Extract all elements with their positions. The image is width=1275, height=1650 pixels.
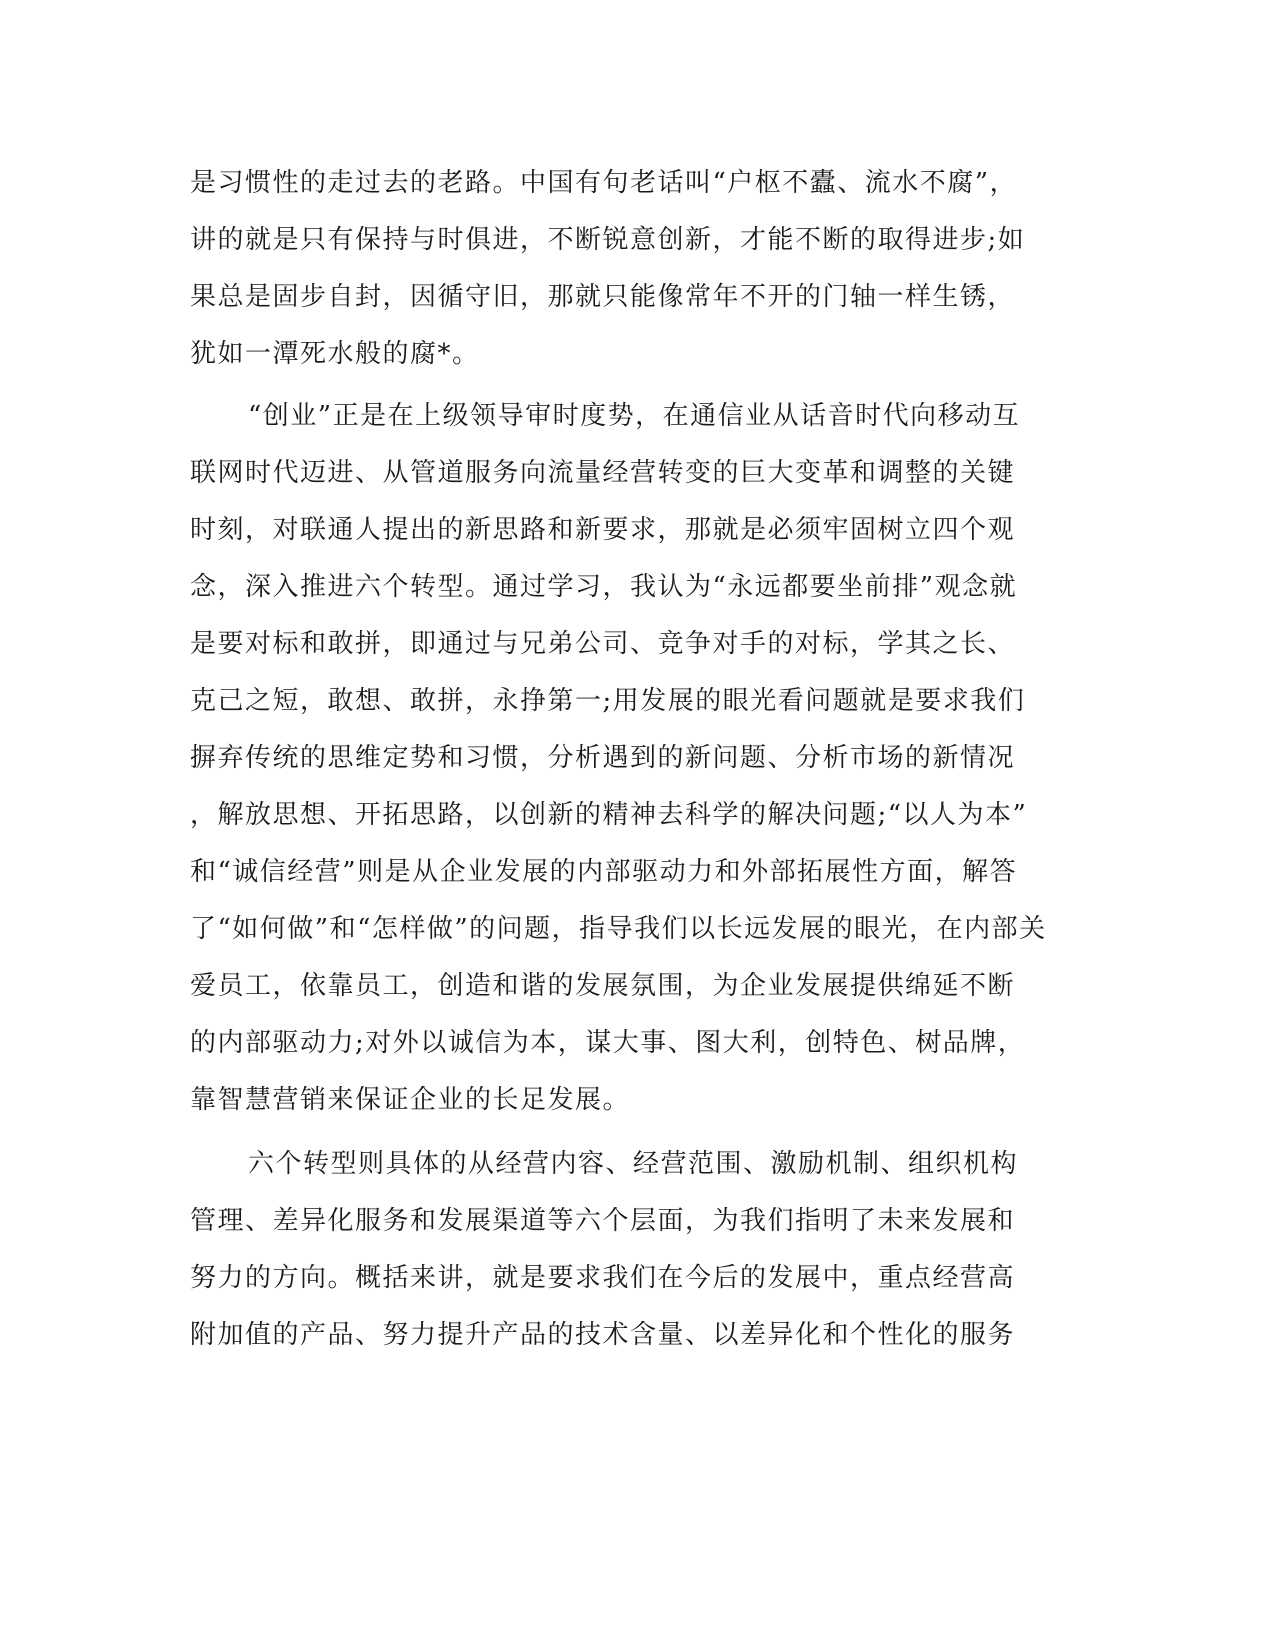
text-line: 的内部驱动力;对外以诚信为本，谋大事、图大利，创特色、树品牌， [190, 1028, 1026, 1058]
text-line: 附加值的产品、努力提升产品的技术含量、以差异化和个性化的服务 [190, 1320, 1016, 1350]
paragraph-first-line: 六个转型则具体的从经营内容、经营范围、激励机制、组织机构 [248, 1149, 1019, 1179]
text-line: 时刻，对联通人提出的新思路和新要求，那就是必须牢固树立四个观 [190, 515, 1016, 545]
text-line: 和“诚信经营”则是从企业发展的内部驱动力和外部拓展性方面，解答 [190, 857, 1018, 887]
text-line: ，解放思想、开拓思路，以创新的精神去科学的解决问题;“以人为本” [190, 800, 1028, 830]
text-line: 念，深入推进六个转型。通过学习，我认为“永远都要坐前排”观念就 [190, 572, 1018, 602]
text-line: 爱员工，依靠员工，创造和谐的发展氛围，为企业发展提供绵延不断 [190, 971, 1016, 1001]
text-line: 靠智慧营销来保证企业的长足发展。 [190, 1085, 631, 1115]
text-line: 管理、差异化服务和发展渠道等六个层面，为我们指明了未来发展和 [190, 1206, 1016, 1236]
text-line: 是习惯性的走过去的老路。中国有句老话叫“户枢不蠹、流水不腐”， [190, 168, 1018, 198]
paragraph-first-line: “创业”正是在上级领导审时度势，在通信业从话音时代向移动互 [248, 401, 1021, 431]
text-line: 讲的就是只有保持与时俱进，不断锐意创新，才能不断的取得进步;如 [190, 225, 1026, 255]
text-line: 果总是固步自封，因循守旧，那就只能像常年不开的门轴一样生锈， [190, 282, 1016, 312]
text-line: 犹如一潭死水般的腐*。 [190, 339, 480, 369]
text-line: 努力的方向。概括来讲，就是要求我们在今后的发展中，重点经营高 [190, 1263, 1016, 1293]
text-line: 克己之短，敢想、敢拼，永挣第一;用发展的眼光看问题就是要求我们 [190, 686, 1026, 716]
text-line: 摒弃传统的思维定势和习惯，分析遇到的新问题、分析市场的新情况 [190, 743, 1016, 773]
text-line: 联网时代迈进、从管道服务向流量经营转变的巨大变革和调整的关键 [190, 458, 1016, 488]
text-line: 是要对标和敢拼，即通过与兄弟公司、竞争对手的对标，学其之长、 [190, 629, 1016, 659]
text-line: 了“如何做”和“怎样做”的问题，指导我们以长远发展的眼光，在内部关 [190, 914, 1047, 944]
